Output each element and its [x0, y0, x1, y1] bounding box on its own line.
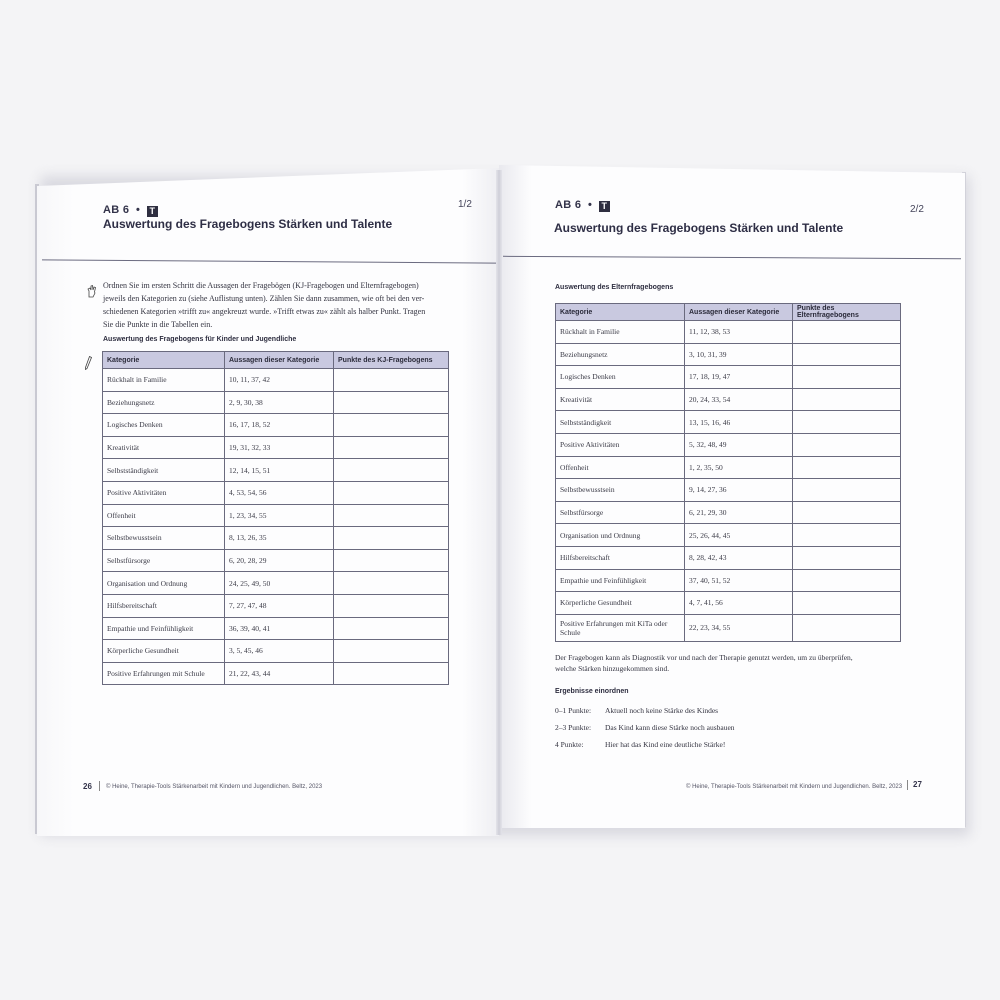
left-footer-page-number: 26: [83, 782, 92, 791]
left-ab-marker: T: [147, 206, 158, 217]
category-cell: Positive Erfahrungen mit KiTa oder Schule: [556, 614, 685, 641]
right-ab-marker: T: [599, 201, 610, 212]
category-cell: Hilfsbereitschaft: [556, 546, 685, 569]
category-cell: Rückhalt in Familie: [103, 369, 225, 392]
points-input-cell[interactable]: [793, 388, 901, 411]
points-input-cell[interactable]: [334, 414, 449, 437]
statements-cell: 16, 17, 18, 52: [225, 414, 334, 437]
points-input-cell[interactable]: [334, 594, 449, 617]
table-row: [556, 411, 901, 434]
left-page-indicator: 1/2: [458, 199, 472, 210]
table-row: [556, 592, 901, 615]
statements-cell: 4, 53, 54, 56: [225, 481, 334, 504]
points-input-cell[interactable]: [793, 343, 901, 366]
category-cell: Kreativität: [556, 388, 685, 411]
statements-cell: 5, 32, 48, 49: [685, 433, 793, 456]
table-row: [556, 321, 901, 344]
footer-divider: [907, 780, 908, 790]
category-cell: Beziehungsnetz: [556, 343, 685, 366]
points-input-cell[interactable]: [334, 459, 449, 482]
category-cell: Kreativität: [103, 436, 225, 459]
left-section-title: Auswertung des Fragebogens für Kinder und Jugendliche: [103, 336, 297, 343]
table-row: [556, 366, 901, 389]
points-input-cell[interactable]: [334, 549, 449, 572]
statements-cell: 3, 10, 31, 39: [685, 343, 793, 366]
category-cell: Hilfsbereitschaft: [103, 594, 225, 617]
statements-cell: 8, 28, 42, 43: [685, 546, 793, 569]
statements-cell: 7, 27, 47, 48: [225, 594, 334, 617]
category-cell: Logisches Denken: [103, 414, 225, 437]
table-row: [103, 640, 449, 663]
table-row: [556, 524, 901, 547]
bullet-dot: •: [584, 199, 596, 211]
book-gutter: [496, 170, 502, 835]
result-item: [555, 736, 895, 753]
result-text: Das Kind kann diese Stärke noch ausbauen: [605, 723, 735, 732]
result-range: 2–3 Punkte:: [555, 723, 592, 732]
column-header: Aussagen dieser Kategorie: [225, 352, 334, 369]
right-section-title: Auswertung des Elternfragebogens: [555, 284, 674, 291]
result-text: Aktuell noch keine Stärke des Kindes: [605, 706, 719, 715]
table-row: [103, 662, 449, 685]
right-page-indicator: 2/2: [910, 204, 924, 215]
pencil-icon: [84, 356, 92, 370]
column-header: Kategorie: [556, 304, 685, 321]
points-input-cell[interactable]: [793, 614, 901, 641]
statements-cell: 1, 23, 34, 55: [225, 504, 334, 527]
parent-scoring-table: [555, 303, 901, 642]
statements-cell: 9, 14, 27, 36: [685, 479, 793, 502]
category-cell: Selbstständigkeit: [103, 459, 225, 482]
note-line: Der Fragebogen kann als Diagnostik vor und nach der Therapie genutzt werden, um zu überprüfen,: [555, 653, 853, 662]
left-ab-header: [103, 204, 158, 217]
category-cell: Positive Aktivitäten: [103, 481, 225, 504]
result-range: 4 Punkte:: [555, 740, 584, 749]
category-cell: Empathie und Feinfühligkeit: [556, 569, 685, 592]
statements-cell: 22, 23, 34, 55: [685, 614, 793, 641]
statements-cell: 19, 31, 32, 33: [225, 436, 334, 459]
table-row: [103, 414, 449, 437]
table-header-row: [103, 352, 449, 369]
left-instruction: [103, 279, 453, 331]
results-list: [555, 702, 895, 753]
table-row: [103, 572, 449, 595]
right-page-title: Auswertung des Fragebogens Stärken und Talente: [554, 221, 844, 235]
instruction-line: jeweils den Kategorien zu (siehe Auflistung unten). Zählen Sie dann zusammen, wie oft bei den ver-: [103, 294, 425, 303]
category-cell: Selbstfürsorge: [103, 549, 225, 572]
points-input-cell[interactable]: [334, 617, 449, 640]
table-row: [103, 504, 449, 527]
points-input-cell[interactable]: [793, 479, 901, 502]
right-note: [555, 652, 915, 674]
category-cell: Organisation und Ordnung: [103, 572, 225, 595]
table-row: [556, 546, 901, 569]
kj-scoring-table: [102, 351, 449, 685]
table-row: [556, 343, 901, 366]
statements-cell: 25, 26, 44, 45: [685, 524, 793, 547]
category-cell: Offenheit: [556, 456, 685, 479]
table-row: [103, 391, 449, 414]
results-title: Ergebnisse einordnen: [555, 688, 629, 695]
points-input-cell[interactable]: [793, 433, 901, 456]
table-row: [103, 436, 449, 459]
statements-cell: 12, 14, 15, 51: [225, 459, 334, 482]
table-row: [556, 433, 901, 456]
statements-cell: 17, 18, 19, 47: [685, 366, 793, 389]
instruction-line: schiedenen Kategorien »trifft zu« angekreuzt wurde. »Trifft etwas zu« zählt als halber Punkt. Tragen: [103, 307, 426, 316]
statements-cell: 8, 13, 26, 35: [225, 527, 334, 550]
table-row: [103, 549, 449, 572]
right-ab-header: [555, 199, 610, 212]
table-row: [103, 459, 449, 482]
statements-cell: 3, 5, 45, 46: [225, 640, 334, 663]
result-item: [555, 719, 895, 736]
category-cell: Körperliche Gesundheit: [556, 592, 685, 615]
statements-cell: 21, 22, 43, 44: [225, 662, 334, 685]
points-input-cell[interactable]: [793, 501, 901, 524]
points-input-cell[interactable]: [334, 662, 449, 685]
note-line: welche Stärken hinzugekommen sind.: [555, 664, 670, 673]
table-row: [556, 388, 901, 411]
points-input-cell[interactable]: [334, 481, 449, 504]
points-input-cell[interactable]: [334, 391, 449, 414]
category-cell: Selbstfürsorge: [556, 501, 685, 524]
column-header: Aussagen dieser Kategorie: [685, 304, 793, 321]
table-row: [103, 527, 449, 550]
column-header: Punkte des KJ-Fragebogens: [334, 352, 449, 369]
table-row: [556, 569, 901, 592]
points-input-cell[interactable]: [793, 411, 901, 434]
category-cell: Positive Erfahrungen mit Schule: [103, 662, 225, 685]
result-text: Hier hat das Kind eine deutliche Stärke!: [605, 740, 726, 749]
category-cell: Logisches Denken: [556, 366, 685, 389]
category-cell: Selbstständigkeit: [556, 411, 685, 434]
column-header: Punkte des Elternfragebogens: [793, 304, 901, 321]
points-input-cell[interactable]: [334, 527, 449, 550]
points-input-cell[interactable]: [334, 572, 449, 595]
category-cell: Rückhalt in Familie: [556, 321, 685, 344]
statements-cell: 36, 39, 40, 41: [225, 617, 334, 640]
hand-write-icon: [86, 284, 98, 298]
points-input-cell[interactable]: [793, 321, 901, 344]
category-cell: Selbstbewusstsein: [556, 479, 685, 502]
table-row: [103, 369, 449, 392]
statements-cell: 4, 7, 41, 56: [685, 592, 793, 615]
points-input-cell[interactable]: [334, 436, 449, 459]
category-cell: Organisation und Ordnung: [556, 524, 685, 547]
points-input-cell[interactable]: [793, 569, 901, 592]
statements-cell: 24, 25, 49, 50: [225, 572, 334, 595]
left-ab-code: AB 6: [103, 204, 130, 216]
points-input-cell[interactable]: [334, 504, 449, 527]
table-row: [556, 614, 901, 641]
right-footer-copyright: © Heine, Therapie-Tools Stärkenarbeit mit Kindern und Jugendlichen. Beltz, 2023: [686, 784, 903, 790]
right-ab-code: AB 6: [555, 199, 582, 211]
category-cell: Empathie und Feinfühligkeit: [103, 617, 225, 640]
category-cell: Positive Aktivitäten: [556, 433, 685, 456]
column-header: Kategorie: [103, 352, 225, 369]
statements-cell: 11, 12, 38, 53: [685, 321, 793, 344]
table-header-row: [556, 304, 901, 321]
statements-cell: 1, 2, 35, 50: [685, 456, 793, 479]
points-input-cell[interactable]: [334, 640, 449, 663]
result-range: 0–1 Punkte:: [555, 706, 592, 715]
table-row: [103, 594, 449, 617]
left-footer-copyright: © Heine, Therapie-Tools Stärkenarbeit mit Kindern und Jugendlichen. Beltz, 2023: [106, 784, 323, 790]
table-row: [556, 479, 901, 502]
footer-divider: [99, 781, 100, 791]
statements-cell: 37, 40, 51, 52: [685, 569, 793, 592]
points-input-cell[interactable]: [793, 546, 901, 569]
right-footer-page-number: 27: [913, 780, 922, 789]
category-cell: Körperliche Gesundheit: [103, 640, 225, 663]
statements-cell: 20, 24, 33, 54: [685, 388, 793, 411]
kj-table-body: [103, 369, 449, 685]
table-row: [556, 501, 901, 524]
instruction-line: Ordnen Sie im ersten Schritt die Aussagen der Fragebögen (KJ-Fragebogen und Elternfragebogen): [103, 281, 419, 290]
parent-table-body: [556, 321, 901, 642]
category-cell: Offenheit: [103, 504, 225, 527]
table-row: [103, 617, 449, 640]
bullet-dot: •: [132, 204, 144, 216]
table-row: [103, 481, 449, 504]
points-input-cell[interactable]: [793, 592, 901, 615]
points-input-cell[interactable]: [334, 369, 449, 392]
left-page-title: Auswertung des Fragebogens Stärken und Talente: [103, 217, 393, 231]
instruction-line: Sie die Punkte in die Tabellen ein.: [103, 320, 213, 329]
points-input-cell[interactable]: [793, 456, 901, 479]
category-cell: Selbstbewusstsein: [103, 527, 225, 550]
points-input-cell[interactable]: [793, 524, 901, 547]
category-cell: Beziehungsnetz: [103, 391, 225, 414]
statements-cell: 10, 11, 37, 42: [225, 369, 334, 392]
result-item: [555, 702, 895, 719]
table-row: [556, 456, 901, 479]
points-input-cell[interactable]: [793, 366, 901, 389]
statements-cell: 6, 21, 29, 30: [685, 501, 793, 524]
statements-cell: 13, 15, 16, 46: [685, 411, 793, 434]
statements-cell: 6, 20, 28, 29: [225, 549, 334, 572]
statements-cell: 2, 9, 30, 38: [225, 391, 334, 414]
